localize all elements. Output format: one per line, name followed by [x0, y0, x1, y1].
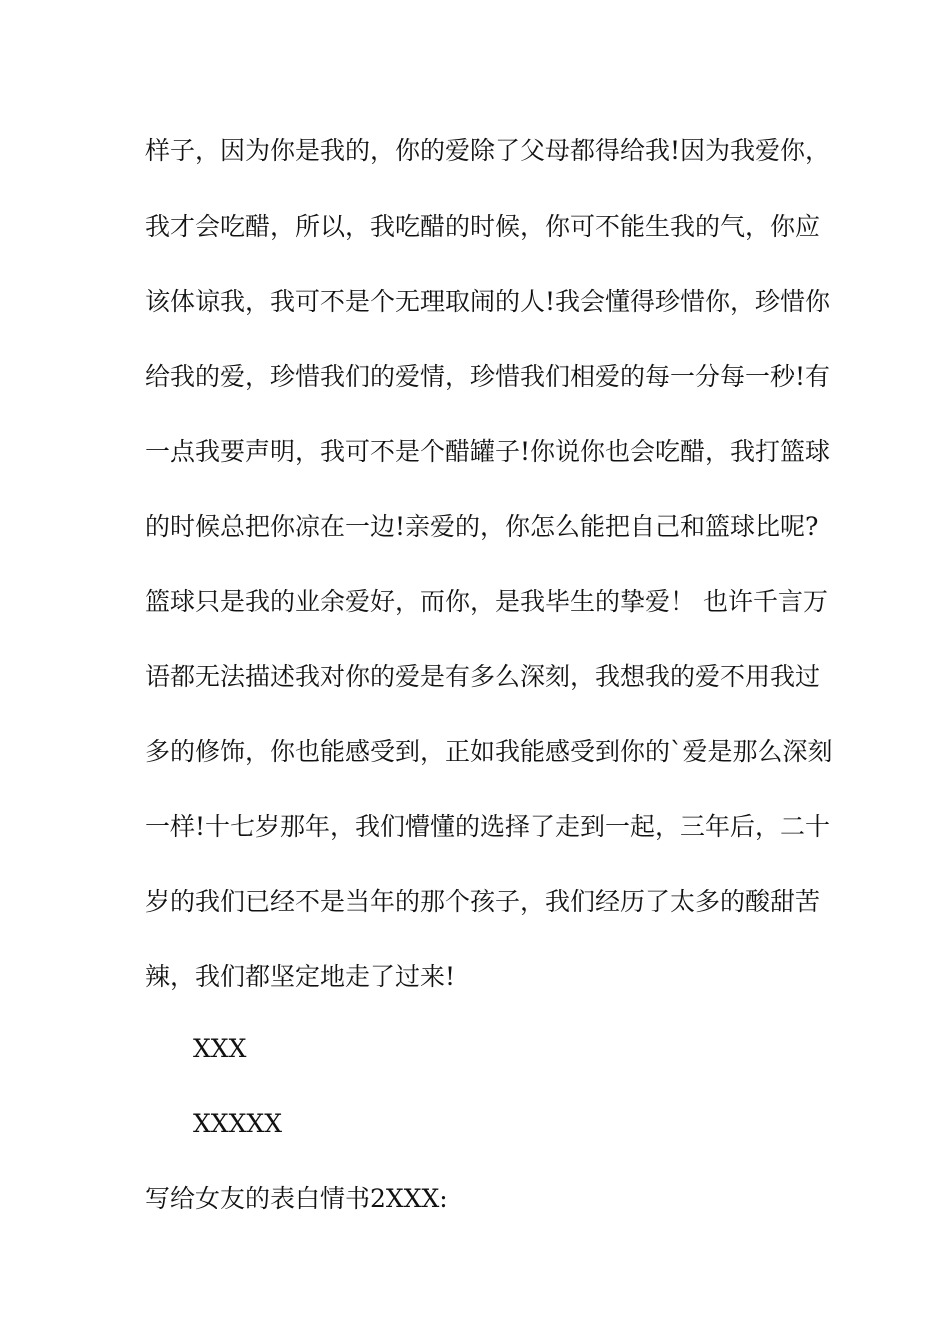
- body-line-8: 语都无法描述我对你的爱是有多么深刻，我想我的爱不用我过: [145, 662, 821, 691]
- body-line-11: 岁的我们已经不是当年的那个孩子，我们经历了太多的酸甜苦: [145, 887, 821, 916]
- body-line-10: 一样!十七岁那年，我们懵懂的选择了走到一起，三年后，二十: [145, 812, 831, 841]
- body-line-7: 篮球只是我的业余爱好，而你，是我毕生的挚爱！ 也许千言万: [145, 587, 828, 616]
- body-line-12: 辣，我们都坚定地走了过来!: [145, 962, 456, 991]
- signature-date: XXXXX: [193, 1109, 282, 1138]
- body-line-1: 样子，因为你是我的，你的爱除了父母都得给我!因为我爱你，: [145, 136, 831, 165]
- section-heading: 写给女友的表白情书2XXX:: [145, 1184, 448, 1213]
- body-line-4: 给我的爱，珍惜我们的爱情，珍惜我们相爱的每一分每一秒!有: [145, 362, 831, 391]
- body-line-3: 该体谅我，我可不是个无理取闹的人!我会懂得珍惜你，珍惜你: [145, 287, 831, 316]
- body-line-2: 我才会吃醋，所以，我吃醋的时候，你可不能生我的气，你应: [145, 212, 821, 241]
- body-line-9: 多的修饰，你也能感受到，正如我能感受到你的`爱是那么深刻: [145, 737, 833, 766]
- body-line-5: 一点我要声明，我可不是个醋罐子!你说你也会吃醋，我打篮球: [145, 437, 831, 466]
- signature-name: XXX: [193, 1034, 247, 1063]
- body-line-6: 的时候总把你凉在一边!亲爱的，你怎么能把自己和篮球比呢?: [145, 512, 819, 541]
